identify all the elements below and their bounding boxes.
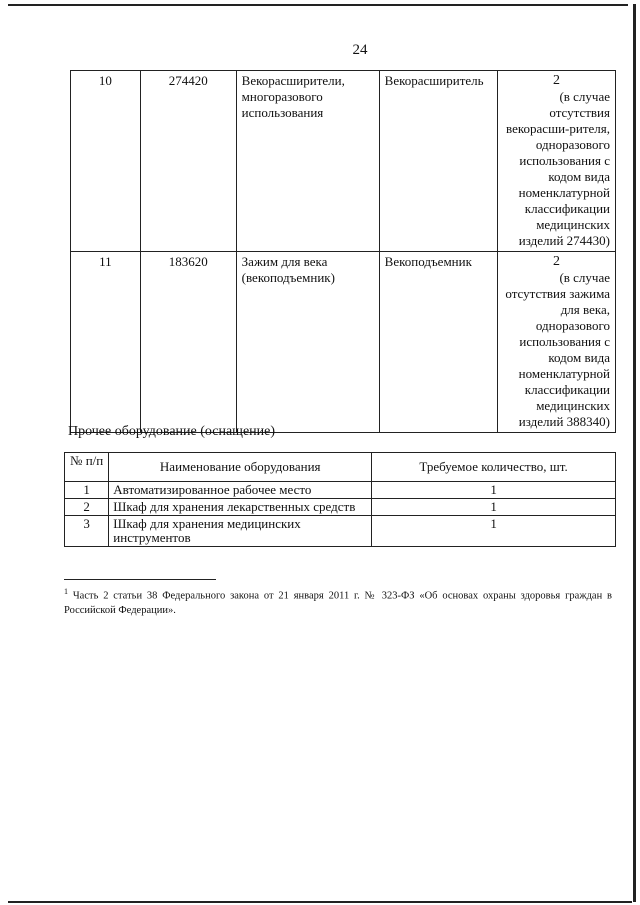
page-edge-right bbox=[633, 4, 636, 902]
table-row bbox=[65, 516, 616, 547]
row-quantity bbox=[498, 71, 616, 252]
table-row bbox=[71, 71, 616, 252]
row-quantity: 1 bbox=[372, 482, 616, 499]
page-edge-top bbox=[8, 4, 628, 6]
table-row bbox=[65, 499, 616, 516]
table-row bbox=[71, 252, 616, 433]
header-quantity: Требуемое количество, шт. bbox=[372, 453, 616, 482]
row-quantity: 1 bbox=[372, 499, 616, 516]
footnote bbox=[64, 585, 612, 618]
row-name: Шкаф для хранения медицинских инструментов bbox=[109, 516, 372, 547]
row-name: Шкаф для хранения лекарственных средств bbox=[109, 499, 372, 516]
row-quantity bbox=[498, 252, 616, 433]
row-number: 1 bbox=[65, 482, 109, 499]
quantity-value: 2 bbox=[553, 254, 561, 269]
row-kind: Векоподъемник bbox=[379, 252, 497, 433]
row-kind: Векорасширитель bbox=[379, 71, 497, 252]
quantity-value: 2 bbox=[553, 73, 561, 88]
quantity-note: (в случае отсутствия зажима для века, одноразового использования с кодом вида номенклатурной классификации медицинских изделий 388340) bbox=[505, 270, 610, 429]
row-name: Автоматизированное рабочее место bbox=[109, 482, 372, 499]
other-equipment-table bbox=[64, 452, 616, 547]
equipment-table bbox=[70, 70, 616, 433]
quantity-note: (в случае отсутствия векорасши-рителя, одноразового использования с кодом вида номенклатурной классификации медицинских изделий 274430) bbox=[506, 89, 610, 248]
row-name: Векорасширители, многоразового использования bbox=[236, 71, 379, 252]
header-number: № п/п bbox=[65, 453, 109, 482]
row-number: 10 bbox=[71, 71, 141, 252]
footnote-mark: 1 bbox=[64, 587, 68, 596]
page-edge-bottom bbox=[8, 901, 632, 903]
row-number: 3 bbox=[65, 516, 109, 547]
row-quantity: 1 bbox=[372, 516, 616, 547]
page-number: 24 bbox=[352, 42, 368, 58]
section-title: Прочее оборудование (оснащение) bbox=[68, 424, 276, 439]
row-number: 11 bbox=[71, 252, 141, 433]
table-header-row bbox=[65, 453, 616, 482]
row-code: 274420 bbox=[140, 71, 236, 252]
row-code: 183620 bbox=[140, 252, 236, 433]
row-number: 2 bbox=[65, 499, 109, 516]
header-name: Наименование оборудования bbox=[109, 453, 372, 482]
row-name: Зажим для века (векоподъемник) bbox=[236, 252, 379, 433]
footnote-divider bbox=[64, 579, 216, 580]
table-row bbox=[65, 482, 616, 499]
footnote-text: Часть 2 статьи 38 Федерального закона от 21 января 2011 г. № 323-ФЗ «Об основах охраны здоровья граждан в Российской Федерации». bbox=[64, 590, 612, 616]
